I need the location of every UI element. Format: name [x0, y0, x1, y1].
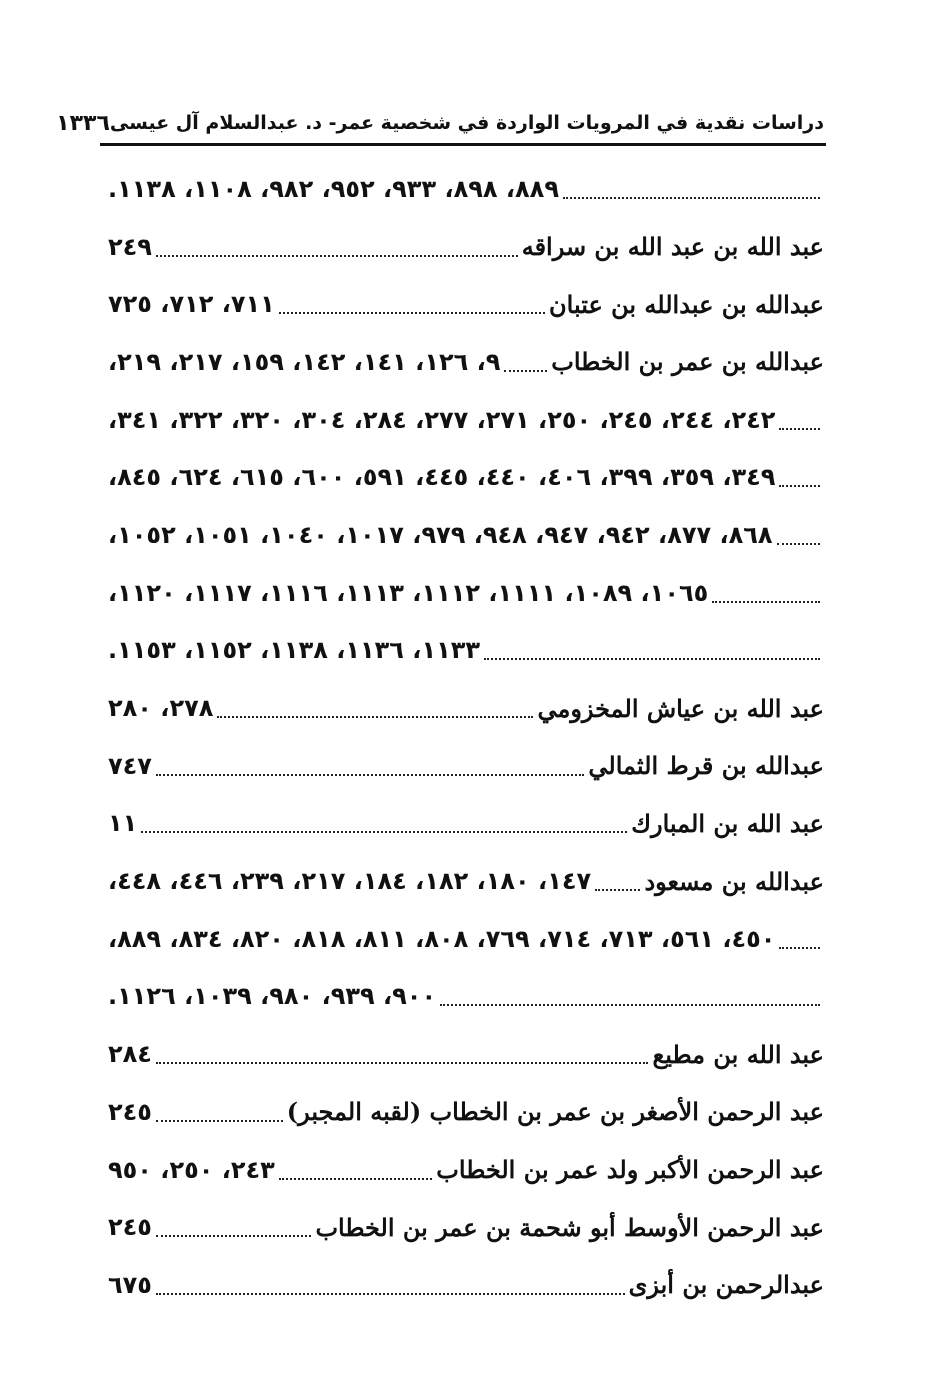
- entry-name: عبد الرحمن الأكبر ولد عمر بن الخطاب: [436, 1155, 824, 1185]
- index-line: [108, 795, 824, 853]
- entry-pages: ١١: [108, 809, 138, 838]
- dot-leader: [712, 601, 820, 603]
- page-header: [56, 104, 824, 142]
- dot-leader: [595, 889, 640, 891]
- dot-leader: [440, 1004, 820, 1006]
- running-title: دراسات نقدية في المرويات الواردة في شخصية عمر- د. عبدالسلام آل عيسى: [109, 112, 824, 134]
- index-line: [108, 1083, 824, 1141]
- dot-leader: [156, 1235, 312, 1237]
- entry-name: عبد الله بن عياش المخزومي: [537, 693, 824, 723]
- dot-leader: [279, 1178, 432, 1180]
- index-line: [108, 506, 824, 564]
- dot-leader: [279, 312, 545, 314]
- entry-pages: ١٠٦٥، ١٠٨٩، ١١١١، ١١١٢، ١١١٣، ١١١٦، ١١١٧، ١١٢٠،: [108, 578, 709, 607]
- index-line: [108, 1256, 824, 1314]
- entry-pages: ٢٤٢، ٢٤٤، ٢٤٥، ٢٥٠، ٢٧١، ٢٧٧، ٢٨٤، ٣٠٤، ٣٢٠، ٣٢٢، ٣٤١،: [108, 405, 776, 434]
- dot-leader: [156, 1062, 649, 1064]
- entry-name: عبدالله بن مسعود: [644, 866, 824, 896]
- dot-leader: [217, 716, 533, 718]
- entry-name: عبد الله بن عبد الله بن سراقه: [521, 232, 824, 262]
- entry-name: عبد الرحمن الأصغر بن عمر بن الخطاب (لقبه المجبر): [286, 1097, 824, 1127]
- entry-pages: ٢٤٣، ٢٥٠، ٩٥٠: [108, 1155, 275, 1184]
- index-line: [108, 622, 824, 680]
- header-rule: [100, 143, 826, 146]
- index-line: [108, 852, 824, 910]
- index-line: [108, 1198, 824, 1256]
- entry-pages: ٧٤٧: [108, 751, 152, 780]
- entry-pages: ٩٠٠، ٩٣٩، ٩٨٠، ١٠٣٩، ١١٢٦.: [108, 982, 437, 1011]
- index-entries: [108, 160, 824, 1314]
- entry-pages: ٤٥٠، ٥٦١، ٧١٣، ٧١٤، ٧٦٩، ٨٠٨، ٨١١، ٨١٨، ٨٢٠، ٨٣٤، ٨٨٩،: [108, 924, 776, 953]
- entry-pages: ٢٧٨، ٢٨٠: [108, 694, 214, 723]
- entry-pages: ٨٨٩، ٨٩٨، ٩٣٣، ٩٥٢، ٩٨٢، ١١٠٨، ١١٣٨.: [108, 174, 559, 203]
- page-number: ١٣٣٦: [56, 110, 110, 136]
- index-line: [108, 333, 824, 391]
- entry-name: عبدالله بن قرط الثمالي: [588, 751, 824, 781]
- entry-name: عبدالرحمن بن أبزى: [628, 1270, 824, 1300]
- entry-name: عبد الرحمن الأوسط أبو شحمة بن عمر بن الخطاب: [315, 1212, 824, 1242]
- index-line: [108, 1025, 824, 1083]
- index-line: [108, 737, 824, 795]
- entry-pages: ٧١١، ٧١٢، ٧٢٥: [108, 290, 275, 319]
- entry-pages: ٢٨٤: [108, 1040, 152, 1069]
- entry-pages: ٢٤٥: [108, 1097, 152, 1126]
- index-line: [108, 910, 824, 968]
- index-line: [108, 679, 824, 737]
- entry-name: عبدالله بن عبدالله بن عتبان: [549, 289, 824, 319]
- index-line: [108, 448, 824, 506]
- index-line: [108, 160, 824, 218]
- entry-name: عبد الله بن المبارك: [631, 808, 824, 838]
- dot-leader: [777, 543, 820, 545]
- entry-pages: ٦٧٥: [108, 1270, 152, 1299]
- dot-leader: [779, 947, 820, 949]
- dot-leader: [156, 255, 518, 257]
- entry-pages: ٢٤٥: [108, 1213, 152, 1242]
- entry-pages: ١١٣٣، ١١٣٦، ١١٣٨، ١١٥٢، ١١٥٣.: [108, 636, 481, 665]
- entry-name: عبدالله بن عمر بن الخطاب: [551, 347, 824, 377]
- entry-pages: ٨٦٨، ٨٧٧، ٩٤٢، ٩٤٧، ٩٤٨، ٩٧٩، ١٠١٧، ١٠٤٠، ١٠٥١، ١٠٥٢،: [108, 520, 773, 549]
- dot-leader: [156, 1293, 625, 1295]
- dot-leader: [779, 428, 820, 430]
- entry-pages: ١٤٧، ١٨٠، ١٨٢، ١٨٤، ٢١٧، ٢٣٩، ٤٤٦، ٤٤٨،: [108, 867, 592, 896]
- entry-pages: ٣٤٩، ٣٥٩، ٣٩٩، ٤٠٦، ٤٤٠، ٤٤٥، ٥٩١، ٦٠٠، ٦١٥، ٦٢٤، ٨٤٥،: [108, 463, 776, 492]
- dot-leader: [563, 197, 820, 199]
- entry-name: عبد الله بن مطيع: [652, 1039, 824, 1069]
- index-line: [108, 1141, 824, 1199]
- dot-leader: [484, 658, 820, 660]
- dot-leader: [141, 831, 627, 833]
- index-line: [108, 564, 824, 622]
- dot-leader: [156, 774, 584, 776]
- entry-pages: ٢٤٩: [108, 232, 152, 261]
- dot-leader: [156, 1120, 283, 1122]
- dot-leader: [779, 485, 820, 487]
- index-line: [108, 391, 824, 449]
- index-line: [108, 218, 824, 276]
- dot-leader: [504, 370, 547, 372]
- index-line: [108, 275, 824, 333]
- index-line: [108, 968, 824, 1026]
- entry-pages: ٩، ١٢٦، ١٤١، ١٤٢، ١٥٩، ٢١٧، ٢١٩،: [108, 347, 501, 376]
